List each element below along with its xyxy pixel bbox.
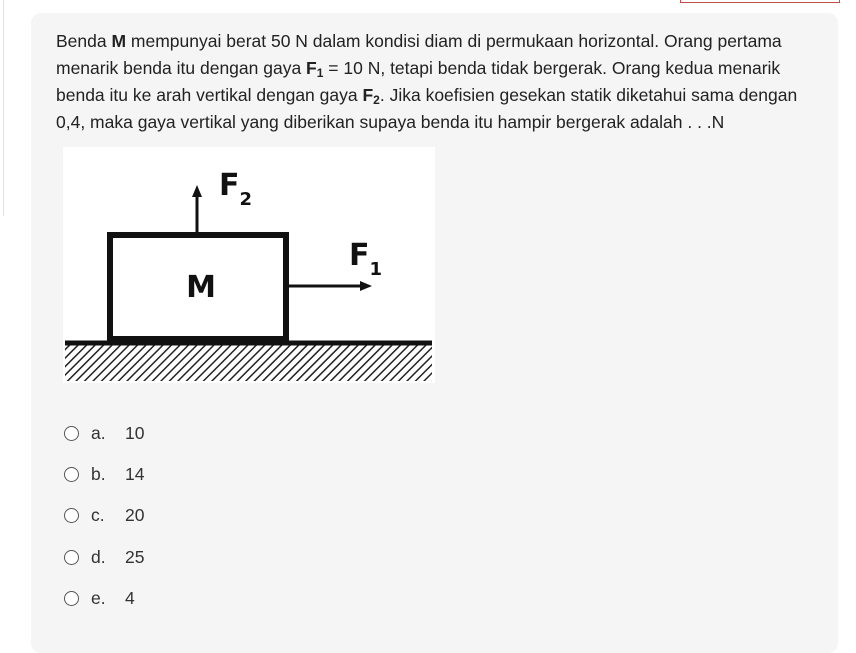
physics-diagram bbox=[63, 147, 435, 383]
radio-icon[interactable] bbox=[64, 550, 79, 565]
block-m-label: M bbox=[186, 270, 216, 305]
option-text: 25 bbox=[125, 546, 145, 567]
option-letter: e. bbox=[91, 587, 106, 608]
f1-arrowhead-icon bbox=[360, 281, 372, 291]
option-b[interactable] bbox=[64, 459, 264, 489]
option-e[interactable] bbox=[64, 583, 264, 613]
question-text bbox=[56, 28, 826, 136]
option-d[interactable] bbox=[64, 542, 264, 572]
left-panel-edge bbox=[0, 0, 4, 216]
f2-arrowhead-icon bbox=[192, 185, 202, 197]
radio-icon[interactable] bbox=[64, 508, 79, 523]
question-text-part: mempunyai berat 50 N dalam kondisi diam di permukaan horizontal. Orang pertama menarik benda itu dengan gaya bbox=[56, 31, 782, 78]
radio-icon[interactable] bbox=[64, 591, 79, 606]
diagram-svg bbox=[63, 147, 435, 383]
option-text: 20 bbox=[125, 504, 145, 525]
radio-icon[interactable] bbox=[64, 467, 79, 482]
top-tab-outline bbox=[680, 0, 840, 3]
f2-label: F2 bbox=[219, 168, 253, 210]
option-letter: d. bbox=[91, 546, 106, 567]
radio-icon[interactable] bbox=[64, 426, 79, 441]
question-text-part: = 10 N, tetapi benda tidak bergerak. Orang kedua menarik benda itu ke arah vertikal dengan gaya bbox=[56, 58, 781, 105]
option-letter: b. bbox=[91, 463, 106, 484]
ground-hatch bbox=[65, 345, 432, 381]
option-c[interactable] bbox=[64, 500, 264, 530]
question-text-part: Benda bbox=[56, 31, 112, 51]
question-text-part: . Jika koefisien gesekan statik diketahui sama dengan 0,4, maka gaya vertikal yang diberikan supaya benda itu hampir bergerak adalah . . .N bbox=[56, 85, 798, 132]
question-f2-symbol: F bbox=[362, 85, 374, 105]
option-letter: c. bbox=[91, 504, 105, 525]
question-body-m: M bbox=[111, 31, 127, 51]
option-letter: a. bbox=[91, 422, 106, 443]
option-text: 10 bbox=[125, 422, 145, 443]
question-f2-subscript: 2 bbox=[373, 93, 380, 107]
option-text: 14 bbox=[125, 463, 145, 484]
question-f1-symbol: F bbox=[306, 58, 317, 78]
f1-label: F1 bbox=[349, 238, 383, 280]
option-text: 4 bbox=[125, 587, 135, 608]
option-a[interactable] bbox=[64, 418, 264, 448]
question-f1-subscript: 1 bbox=[316, 66, 324, 80]
